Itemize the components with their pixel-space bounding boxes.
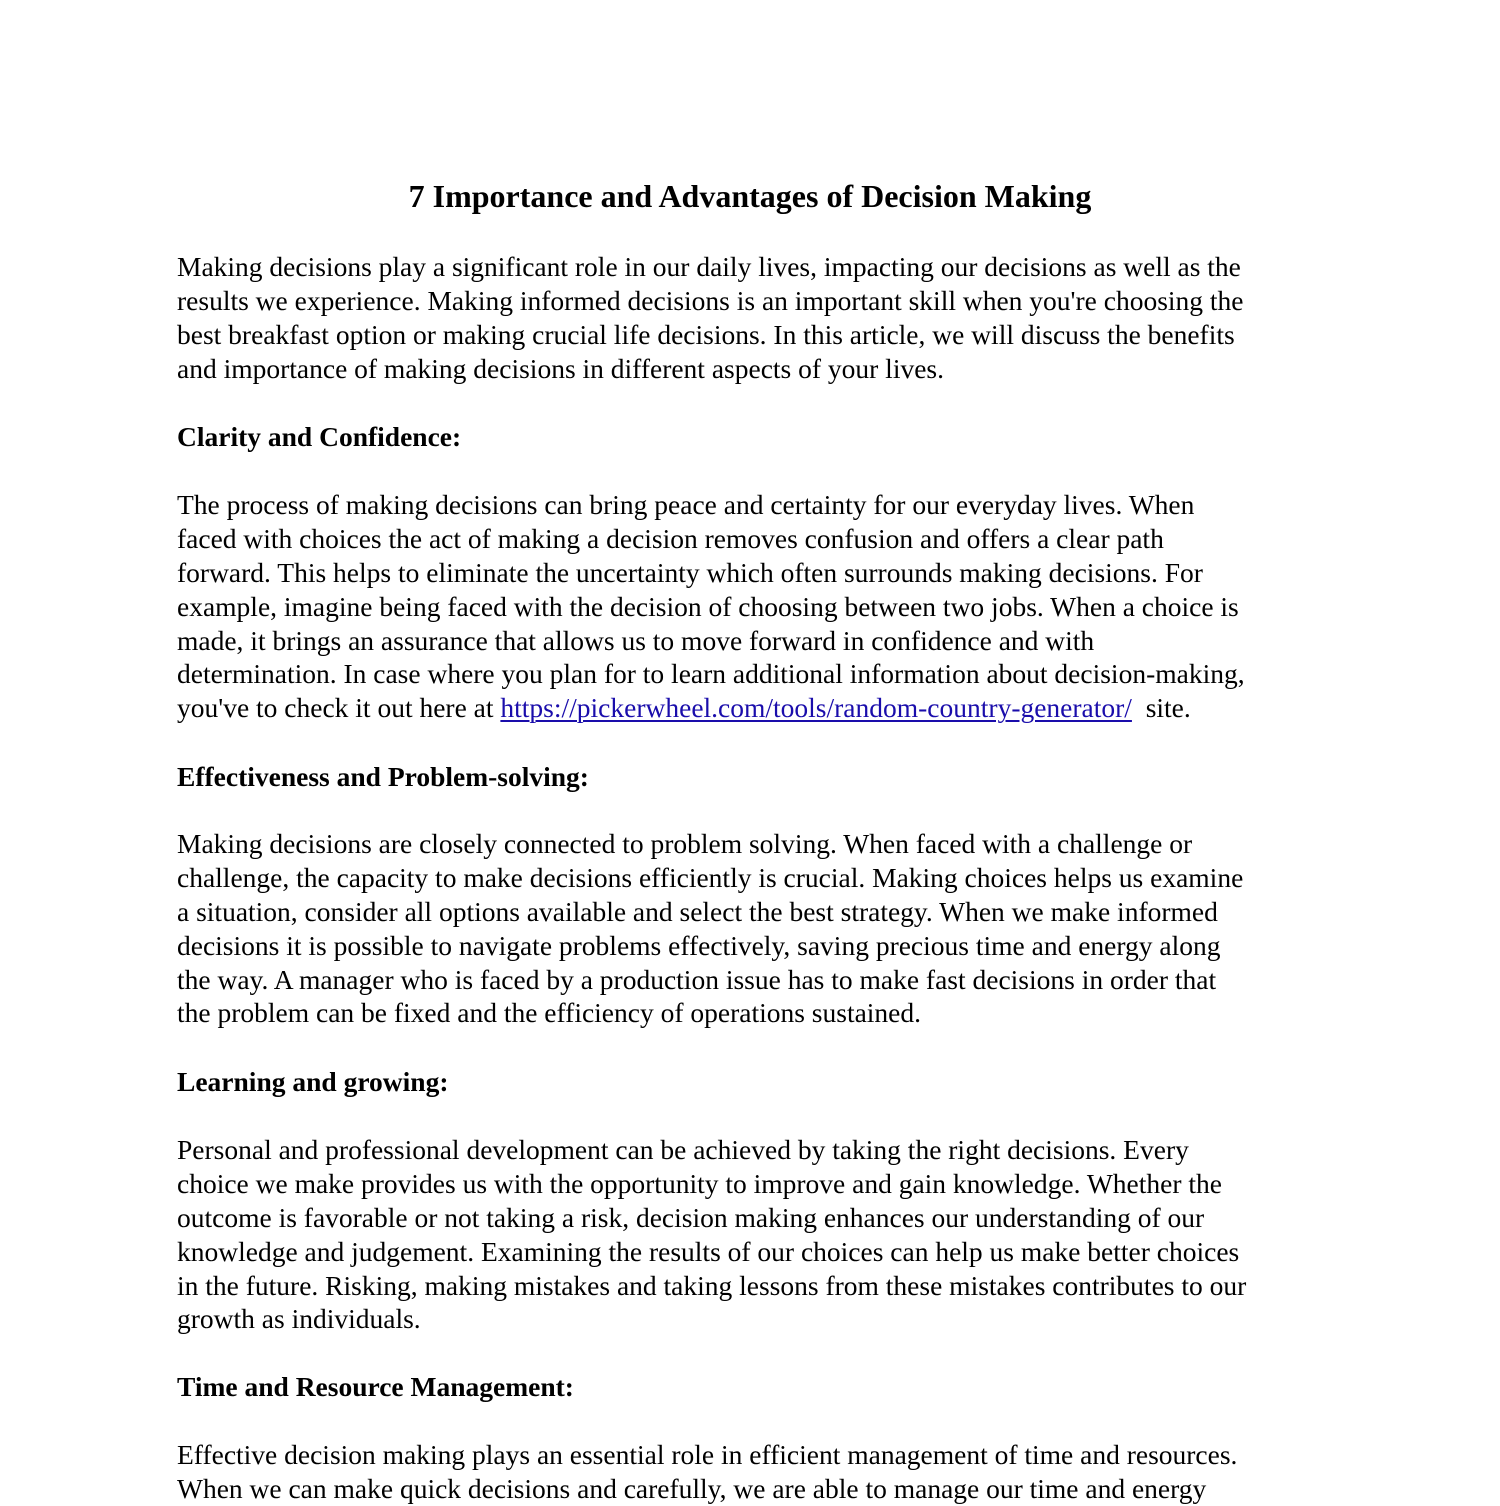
text-line: results we experience. Making informed decisions is an important skill when you're choosing the: [177, 284, 1244, 316]
text-line: determination. In case where you plan for to learn additional information about decision-making,: [177, 658, 1245, 690]
text-line: challenge, the capacity to make decisions efficiently is crucial. Making choices helps us examine: [177, 861, 1244, 893]
text-line: The process of making decisions can bring peace and certainty for our everyday lives. When: [177, 489, 1195, 520]
section-paragraph-learning: [177, 1133, 1377, 1336]
section-paragraph-clarity: [177, 488, 1377, 725]
text-line: When we can make quick decisions and carefully, we are able to manage our time and energy: [177, 1472, 1207, 1504]
text-line: best breakfast option or making crucial life decisions. In this article, we will discuss the benefits: [177, 318, 1235, 350]
text-line: forward. This helps to eliminate the uncertainty which often surrounds making decisions. For: [177, 556, 1203, 588]
section-heading-effectiveness: Effectiveness and Problem-solving:: [177, 761, 589, 792]
document-title: 7 Importance and Advantages of Decision Making: [408, 178, 1092, 214]
text-line: choice we make provides us with the opportunity to improve and gain knowledge. Whether the: [177, 1167, 1222, 1199]
section-heading-clarity: Clarity and Confidence:: [177, 421, 462, 452]
text-line: a situation, consider all options available and select the best strategy. When we make informed: [177, 895, 1218, 927]
link-suffix-text: site.: [1131, 692, 1191, 724]
text-line: knowledge and judgement. Examining the results of our choices can help us make better choices: [177, 1235, 1240, 1267]
intro-paragraph: [177, 250, 1377, 386]
text-line: in the future. Risking, making mistakes and taking lessons from these mistakes contributes to our: [177, 1269, 1247, 1301]
text-line: Making decisions play a significant role in our daily lives, impacting our decisions as well as the: [177, 251, 1241, 282]
text-line: the problem can be fixed and the efficiency of operations sustained.: [177, 997, 922, 1029]
text-line: Making decisions are closely connected to problem solving. When faced with a challenge or: [177, 828, 1193, 859]
section-paragraph-time-resource: [177, 1438, 1377, 1506]
text-line-with-link: [177, 691, 1377, 725]
text-line: and importance of making decisions in different aspects of your lives.: [177, 352, 944, 384]
section-paragraph-effectiveness: [177, 827, 1377, 1030]
section-heading-learning: Learning and growing:: [177, 1066, 449, 1097]
link-prefix-text: you've to check it out here at: [177, 692, 501, 724]
section-heading-time-resource: Time and Resource Management:: [177, 1371, 574, 1402]
text-line: the way. A manager who is faced by a production issue has to make fast decisions in order that: [177, 963, 1217, 995]
text-line: faced with choices the act of making a decision removes confusion and offers a clear path: [177, 522, 1164, 554]
text-line: decisions it is possible to navigate problems effectively, saving precious time and energy along: [177, 929, 1221, 961]
pickerwheel-link[interactable]: https://pickerwheel.com/tools/random-country-generator/: [500, 692, 1132, 724]
text-line: made, it brings an assurance that allows us to move forward in confidence and with: [177, 624, 1095, 656]
text-line: Effective decision making plays an essential role in efficient management of time and resources.: [177, 1439, 1238, 1470]
text-line: growth as individuals.: [177, 1303, 421, 1335]
text-line: example, imagine being faced with the decision of choosing between two jobs. When a choice is: [177, 590, 1239, 622]
text-line: outcome is favorable or not taking a risk, decision making enhances our understanding of our: [177, 1201, 1205, 1233]
text-line: Personal and professional development can be achieved by taking the right decisions. Every: [177, 1134, 1189, 1165]
